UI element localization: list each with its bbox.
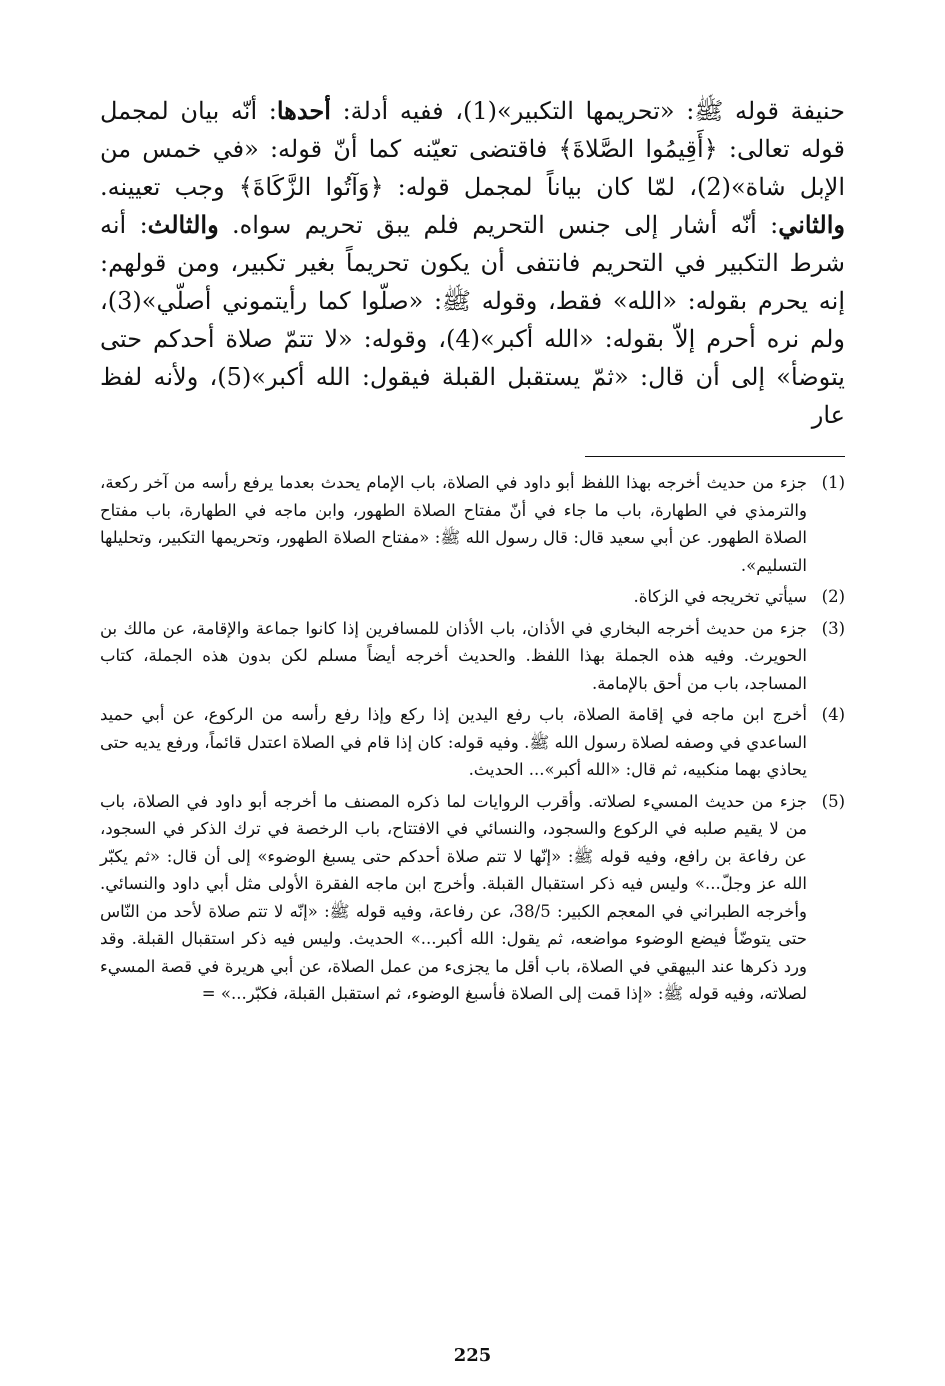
main-text-part-4: : أنه شرط التكبير في التحريم فانتفى أن يكون تحريماً بغير تكبير، ومن قولهم: إنه يحرم بقوله: «الله» فقط، وقوله ﷺ: «صلّوا كما رأيتموني أصلّي»(3)، ولم نره أحرم إلاّ بقوله: «الله أكبر»(4)، وقوله: «لا تتمّ صلاة أحدكم حتى يتوضأ» إلى أن قال: «ثمّ يستقبل القبلة فيقول: الله أكبر»(5)، ولأنه لفظ عار [100, 211, 845, 429]
footnote-text: جزء من حديث المسيء لصلاته. وأقرب الروايات لما ذكره المصنف ما أخرجه أبو داود في الصلاة، باب من لا يقيم صلبه في الركوع والسجود، والنسائي في الافتتاح، باب الرخصة في ترك الذكر في السجود، عن رفاعة بن رافع، وفيه قوله ﷺ: «إنّها لا تتم صلاة أحدكم حتى يسبغ الوضوء» إلى أن قال: «ثم يكبّر الله عز وجلّ...» وليس فيه ذكر استقبال القبلة. وأخرج ابن ماجه الفقرة الأولى مثل أبي داود والنسائي. وأخرجه الطبراني في المعجم الكبير: 38/5، عن رفاعة، وفيه قوله ﷺ: «إنّه لا تتم صلاة لأحد من النّاس حتى يتوضّأ فيضع الوضوء مواضعه، ثم يقول: الله أكبر...» الحديث. وليس فيه ذكر استقبال القبلة. وقد ورد ذكرها عند البيهقي في الصلاة، باب أقل ما يجزىء من عمل الصلاة، عن أبي هريرة في قصة المسيء لصلاته، وفيه قوله ﷺ: «إذا قمت إلى الصلاة فأسبغ الوضوء، ثم استقبل القبلة، فكبّر...» = [100, 791, 807, 1003]
footnote-number: (5) [821, 791, 845, 811]
main-text [100, 92, 845, 434]
main-text-bold-2: والثاني [778, 210, 845, 239]
main-text-part-2: : أنّه بيان لمجمل قوله تعالى: ﴿أَقِيمُوا الصَّلاةَ﴾ فاقتضى تعيّنه كما أنّ قوله: «في خمس من الإبل شاة»(2)، لمّا كان بياناً لمجمل قوله: ﴿وَآتُوا الزَّكَاةَ﴾ وجب تعيينه. [100, 97, 845, 201]
main-text-part-1: حنيفة قوله ﷺ: «تحريمها التكبير»(1)، ففيه أدلة: [330, 97, 845, 125]
footnote [100, 788, 845, 1008]
footnote-text: أخرج ابن ماجه في إقامة الصلاة، باب رفع اليدين إذا ركع وإذا رفع رأسه من الركوع، عن أبي حميد الساعدي في وصفه لصلاة رسول الله ﷺ. وفيه قوله: كان إذا قام في الصلاة اعتدل قائماً، ورفع يديه حتى يحاذي بهما منكبيه، ثم قال: «الله أكبر»... الحديث. [100, 705, 807, 779]
book-page [100, 92, 845, 1366]
main-text-bold-1: أحدها [276, 96, 331, 125]
main-text-part-3: : أنّه أشار إلى جنس التحريم فلم يبق تحريم سواه. [218, 211, 779, 239]
footnote-number: (1) [821, 473, 845, 492]
footnote-divider [585, 456, 845, 457]
footnote [100, 469, 845, 579]
page-number: 225 [453, 1345, 492, 1366]
main-text-bold-3: والثالث [147, 210, 219, 239]
footnote [100, 701, 845, 784]
footnote-text: جزء من حديث أخرجه بهذا اللفظ أبو داود في الصلاة، باب الإمام يحدث بعدما يرفع رأسه من آخر ركعة، والترمذي في الطهارة، باب ما جاء في أنّ مفتاح الصلاة الطهور، وابن ماجه في الطهارة، باب مفتاح الصلاة الطهور. عن أبي سعيد قال: قال رسول الله ﷺ: «مفتاح الصلاة الطهور، وتحريمها التكبير، وتحليلها التسليم». [100, 473, 807, 575]
footnote-number: (4) [821, 705, 845, 724]
footnote-number: (3) [821, 618, 845, 638]
footnote [100, 615, 845, 698]
footnote [100, 583, 845, 611]
footnote-text: سيأتي تخريجه في الزكاة. [633, 587, 807, 606]
footnotes [100, 469, 845, 1008]
footnote-text: جزء من حديث أخرجه البخاري في الأذان، باب الأذان للمسافرين إذا كانوا جماعة والإقامة، عن مالك بن الحويرث. وفيه هذه الجملة بهذا اللفظ. والحديث أخرجه أيضاً مسلم لكن بدون هذه الجملة، كتاب المساجد، باب من أحق بالإمامة. [100, 618, 807, 693]
footnote-number: (2) [821, 587, 845, 606]
